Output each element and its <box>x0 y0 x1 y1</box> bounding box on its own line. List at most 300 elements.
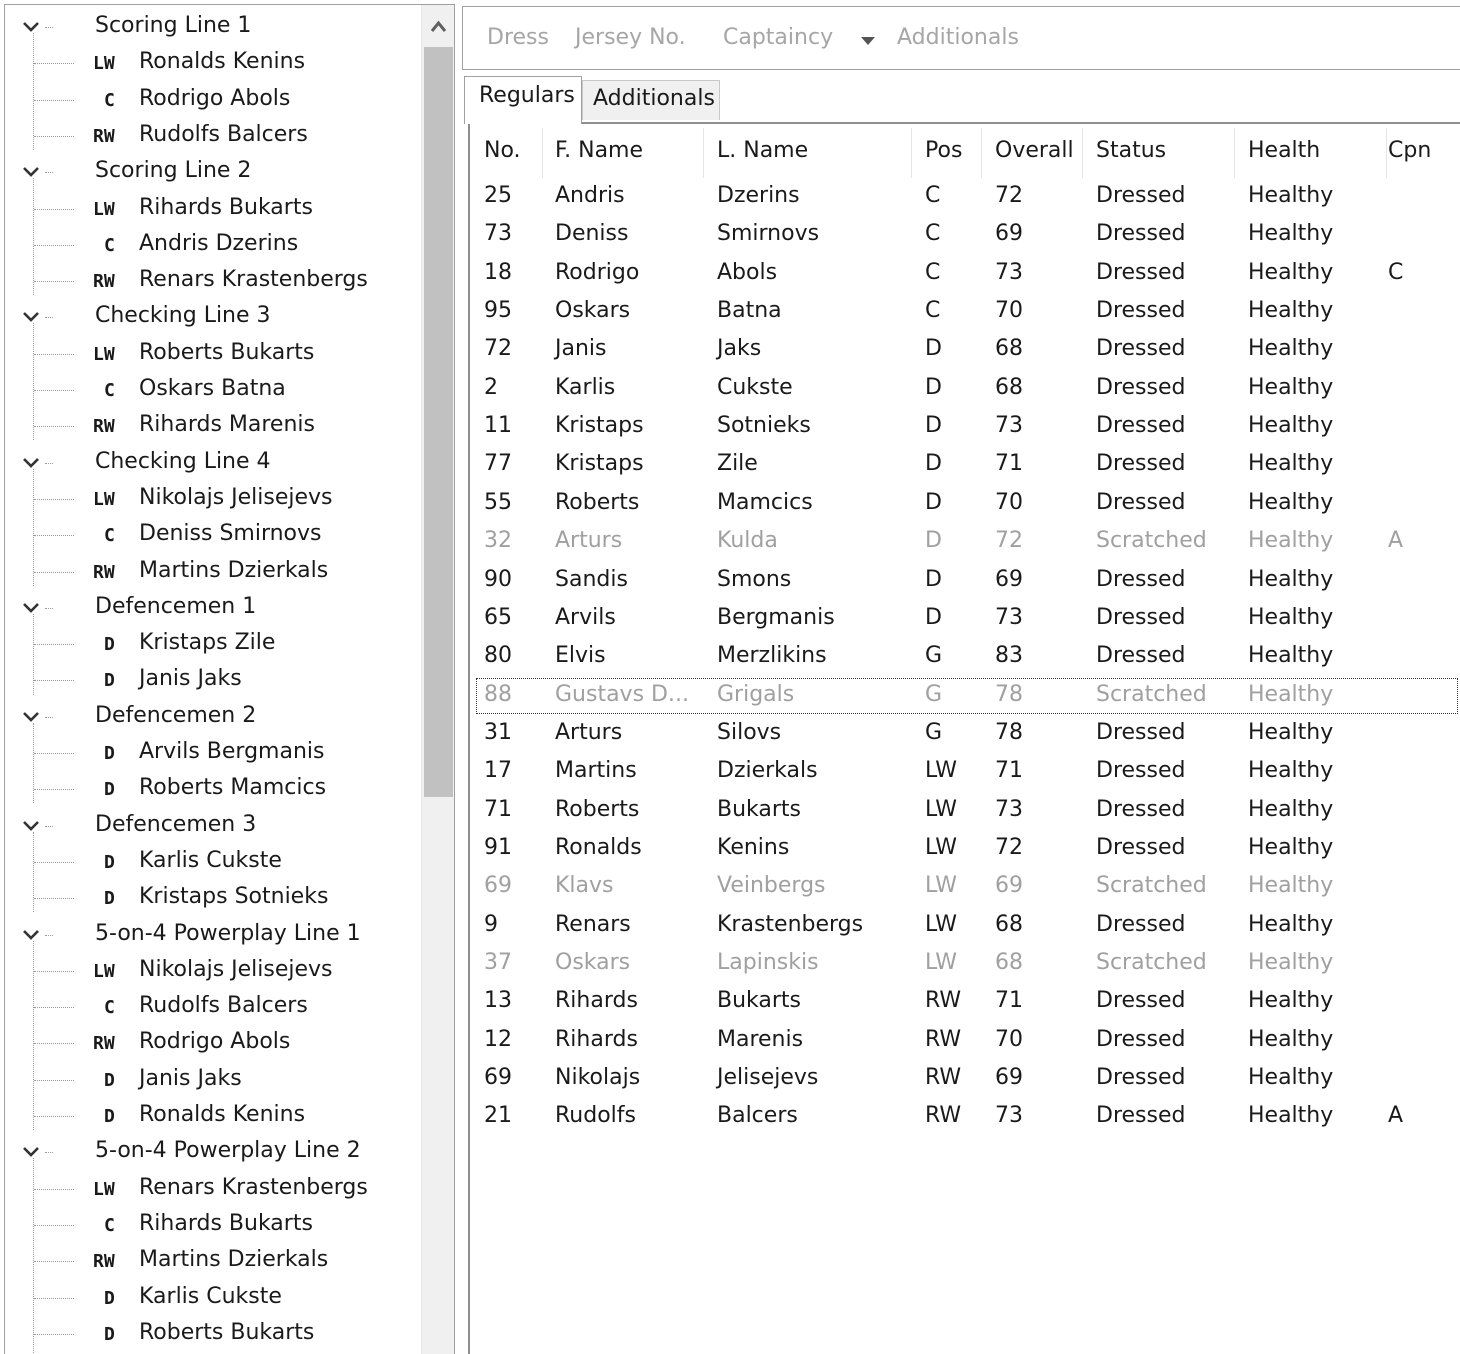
roster-toolbar <box>462 6 1460 70</box>
cell-first: Arvils <box>555 604 616 630</box>
cell-last: Batna <box>717 298 782 324</box>
tree-player[interactable] <box>5 82 423 118</box>
cell-status: Scratched <box>1096 528 1207 554</box>
tree-player-name: Janis Jaks <box>139 666 242 692</box>
tree-player-position: D <box>104 1287 115 1309</box>
cell-no: 18 <box>484 259 512 285</box>
cell-health: Healthy <box>1248 221 1334 247</box>
cell-first: Elvis <box>555 643 606 669</box>
dropdown-caret-icon[interactable] <box>861 37 875 45</box>
tree-player[interactable] <box>5 662 423 698</box>
tree-player[interactable] <box>5 1207 423 1243</box>
cell-no: 71 <box>484 796 512 822</box>
cell-overall: 72 <box>995 183 1023 208</box>
tree-player-position: D <box>104 670 115 692</box>
cell-pos: C <box>925 259 941 285</box>
tree-scrollbar-thumb[interactable] <box>424 47 453 797</box>
chevron-down-icon[interactable] <box>21 307 41 327</box>
tree-player-name: Karlis Cukste <box>139 847 282 873</box>
tree-player-name: Rodrigo Abols <box>139 1029 291 1055</box>
tree-player[interactable] <box>5 1171 423 1207</box>
dress-button[interactable]: Dress <box>487 25 549 50</box>
column-divider[interactable] <box>911 128 912 178</box>
cell-pos: LW <box>925 911 957 937</box>
cell-pos: LW <box>925 834 957 860</box>
cell-pos: D <box>925 413 942 439</box>
cell-overall: 73 <box>995 413 1023 439</box>
tab-additionals[interactable]: Additionals <box>582 80 720 120</box>
cell-status: Scratched <box>1096 681 1207 707</box>
cell-no: 77 <box>484 451 512 477</box>
cell-last: Smirnovs <box>717 221 820 247</box>
tree-player[interactable] <box>5 45 423 81</box>
tree-player-name: Ronalds Kenins <box>139 49 306 75</box>
captaincy-button[interactable]: Captaincy <box>723 25 834 50</box>
tree-player[interactable] <box>5 1243 423 1279</box>
cell-status: Dressed <box>1096 758 1186 784</box>
column-header[interactable]: Health <box>1248 138 1321 163</box>
column-header[interactable]: Status <box>1096 138 1167 163</box>
cell-status: Dressed <box>1096 604 1186 630</box>
cell-status: Dressed <box>1096 221 1186 247</box>
cell-pos: RW <box>925 1026 962 1052</box>
tree-group-label: Scoring Line 2 <box>95 158 252 184</box>
tree-player-position: C <box>104 380 115 401</box>
cell-pos: C <box>925 298 941 324</box>
tree-connector <box>34 1080 74 1081</box>
tree-player-name: Roberts Bukarts <box>139 1319 315 1345</box>
tree-player-name: Ronalds Kenins <box>139 1102 306 1127</box>
cell-no: 88 <box>484 681 512 707</box>
column-divider[interactable] <box>542 128 543 178</box>
cell-overall: 68 <box>995 336 1023 362</box>
cell-last: Bergmanis <box>717 604 835 630</box>
tree-player-name: Nikolajs Jelisejevs <box>139 956 333 982</box>
tree-player-position: LW <box>93 1178 115 1200</box>
cell-status: Dressed <box>1096 796 1186 822</box>
cell-overall: 78 <box>995 719 1023 745</box>
tree-player-name: Oskars Batna <box>139 376 286 401</box>
tree-player[interactable] <box>5 735 423 771</box>
tree-player[interactable] <box>5 626 423 662</box>
cell-no: 73 <box>484 221 512 247</box>
cell-first: Deniss <box>555 221 629 247</box>
cell-first: Kristaps <box>555 413 644 439</box>
cell-no: 32 <box>484 528 512 554</box>
cell-status: Dressed <box>1096 489 1186 515</box>
tree-player-position: RW <box>93 416 115 438</box>
tree-group[interactable] <box>5 917 423 953</box>
cell-overall: 78 <box>995 681 1023 707</box>
cell-health: Healthy <box>1248 1026 1334 1052</box>
tree-connector <box>45 172 53 173</box>
additionals-button[interactable]: Additionals <box>897 25 1019 50</box>
tree-player[interactable] <box>5 1316 423 1352</box>
cell-first: Janis <box>555 336 607 362</box>
cell-first: Arturs <box>555 719 623 745</box>
cell-health: Healthy <box>1248 374 1334 400</box>
cell-last: Smons <box>717 566 792 592</box>
cell-last: Dzierkals <box>717 758 818 784</box>
cell-overall: 68 <box>995 374 1023 400</box>
tree-player[interactable] <box>5 880 423 916</box>
cell-last: Lapinskis <box>717 950 819 975</box>
tree-player-position: RW <box>93 1251 115 1273</box>
cell-status: Dressed <box>1096 566 1186 592</box>
column-header[interactable]: Overall <box>995 138 1074 163</box>
tree-connector <box>33 723 34 804</box>
tree-group[interactable] <box>5 699 423 735</box>
cell-health: Healthy <box>1248 604 1334 630</box>
cell-first: Martins <box>555 758 637 784</box>
tree-group[interactable] <box>5 299 423 335</box>
cell-overall: 73 <box>995 796 1023 822</box>
cell-last: Grigals <box>717 681 795 707</box>
tree-player-name: Roberts Bukarts <box>139 339 315 365</box>
tree-player[interactable] <box>5 771 423 807</box>
cell-status: Dressed <box>1096 413 1186 439</box>
tree-player[interactable] <box>5 408 423 444</box>
chevron-down-icon[interactable] <box>21 925 41 945</box>
cell-no: 11 <box>484 413 512 439</box>
cell-last: Krastenbergs <box>717 911 864 937</box>
roster-panel <box>460 4 1460 1354</box>
tree-connector <box>34 572 74 573</box>
cell-status: Dressed <box>1096 988 1186 1014</box>
tree-player[interactable] <box>5 517 423 553</box>
tree-player-position: C <box>104 997 115 1019</box>
tree-player[interactable] <box>5 989 423 1025</box>
column-divider[interactable] <box>703 128 704 178</box>
chevron-down-icon[interactable] <box>21 707 41 727</box>
cell-no: 95 <box>484 298 512 324</box>
cell-pos: D <box>925 451 942 477</box>
cell-pos: C <box>925 183 941 208</box>
tree-connector <box>34 898 74 899</box>
cell-health: Healthy <box>1248 758 1334 784</box>
cell-pos: G <box>925 681 943 707</box>
tree-connector <box>34 390 74 391</box>
tree-player-position: LW <box>93 960 115 982</box>
tree-connector <box>34 1298 74 1299</box>
column-divider[interactable] <box>1234 128 1235 178</box>
cell-first: Nikolajs <box>555 1065 641 1091</box>
cell-health: Healthy <box>1248 1065 1334 1091</box>
cell-status: Dressed <box>1096 643 1186 669</box>
tree-connector <box>45 717 53 718</box>
cell-no: 13 <box>484 988 512 1014</box>
tree-connector <box>45 935 53 936</box>
cell-status: Scratched <box>1096 873 1207 899</box>
cell-no: 31 <box>484 719 512 745</box>
column-header[interactable]: Cpn <box>1388 138 1432 163</box>
tree-group-label: 5-on-4 Powerplay Line 1 <box>95 920 361 946</box>
tree-connector <box>33 941 34 1131</box>
cell-status: Dressed <box>1096 911 1186 937</box>
cell-status: Dressed <box>1096 374 1186 400</box>
cell-first: Renars <box>555 911 631 937</box>
cell-overall: 70 <box>995 298 1023 324</box>
cell-overall: 72 <box>995 834 1023 860</box>
tree-player[interactable] <box>5 481 423 517</box>
tree-player-name: Karlis Cukste <box>139 1283 282 1309</box>
tree-connector <box>45 27 53 28</box>
cell-health: Healthy <box>1248 566 1334 592</box>
tree-player-position: D <box>104 1106 115 1127</box>
cell-overall: 69 <box>995 221 1023 247</box>
tree-player-position: RW <box>93 561 115 583</box>
tree-connector <box>34 753 74 754</box>
cell-pos: LW <box>925 873 957 899</box>
tree-group[interactable] <box>5 445 423 481</box>
tree-player-name: Martins Dzierkals <box>139 557 329 583</box>
tree-connector <box>34 644 74 645</box>
cell-last: Abols <box>717 259 778 285</box>
tree-connector <box>33 1158 34 1354</box>
cell-no: 25 <box>484 183 512 208</box>
cell-overall: 69 <box>995 566 1023 592</box>
tree-player-position: D <box>104 634 115 656</box>
column-divider[interactable] <box>1386 128 1387 178</box>
cell-overall: 70 <box>995 489 1023 515</box>
column-header[interactable]: No. <box>484 138 521 163</box>
cell-pos: LW <box>925 758 957 784</box>
tree-player-name: Rudolfs Balcers <box>139 121 308 147</box>
tree-player-name: Rihards Bukarts <box>139 194 313 220</box>
tree-player-name: Renars Krastenbergs <box>139 1174 368 1200</box>
cell-overall: 72 <box>995 528 1023 554</box>
cell-first: Andris <box>555 183 625 208</box>
cell-cpn: A <box>1388 1103 1404 1129</box>
tree-player-position: LW <box>93 198 115 220</box>
cell-status: Dressed <box>1096 298 1186 324</box>
tree-connector <box>33 469 34 586</box>
tree-player-position: RW <box>93 271 115 293</box>
cell-last: Jelisejevs <box>717 1065 819 1091</box>
tree-group-label: 5-on-4 Powerplay Line 2 <box>95 1138 361 1164</box>
cell-overall: 68 <box>995 911 1023 937</box>
tree-connector <box>45 608 53 609</box>
cell-pos: D <box>925 489 942 515</box>
tree-player[interactable] <box>5 844 423 880</box>
tree-player[interactable] <box>5 263 423 299</box>
chevron-down-icon[interactable] <box>21 1142 41 1162</box>
column-divider[interactable] <box>981 128 982 178</box>
tree-connector <box>34 1007 74 1008</box>
tree-connector <box>33 323 34 440</box>
cell-overall: 71 <box>995 758 1023 784</box>
tree-connector <box>34 426 74 427</box>
tree-player-position: D <box>104 743 115 764</box>
cell-overall: 69 <box>995 1065 1023 1091</box>
cell-first: Kristaps <box>555 451 644 477</box>
tree-player[interactable] <box>5 554 423 590</box>
cell-last: Bukarts <box>717 796 802 822</box>
lines-tree-panel[interactable] <box>4 4 455 1354</box>
tree-group[interactable] <box>5 154 423 190</box>
cell-health: Healthy <box>1248 950 1334 975</box>
tree-connector <box>34 63 74 64</box>
tree-connector <box>45 826 53 827</box>
tree-player-position: D <box>104 779 115 801</box>
cell-cpn: C <box>1388 259 1404 285</box>
cell-no: 69 <box>484 873 512 899</box>
tree-player-name: Rihards Marenis <box>139 412 315 438</box>
tree-group[interactable] <box>5 808 423 844</box>
cell-overall: 73 <box>995 1103 1023 1129</box>
cell-status: Dressed <box>1096 719 1186 745</box>
cell-last: Veinbergs <box>717 873 826 899</box>
cell-overall: 69 <box>995 873 1023 899</box>
column-header[interactable]: L. Name <box>717 138 809 163</box>
cell-health: Healthy <box>1248 834 1334 860</box>
tree-player-position: D <box>104 851 115 873</box>
cell-pos: G <box>925 643 943 669</box>
column-header[interactable]: F. Name <box>555 138 644 163</box>
cell-no: 12 <box>484 1026 512 1052</box>
cell-first: Karlis <box>555 374 616 400</box>
cell-pos: G <box>925 719 943 745</box>
tree-player-position: RW <box>93 125 115 147</box>
tree-connector <box>34 1225 74 1226</box>
tree-player[interactable] <box>5 118 423 154</box>
cell-no: 37 <box>484 950 512 975</box>
tree-player-name: Rihards Bukarts <box>139 1210 313 1236</box>
tree-connector <box>33 178 34 295</box>
tree-connector <box>34 245 74 246</box>
cell-no: 65 <box>484 604 512 630</box>
tree-player[interactable] <box>5 372 423 408</box>
cell-last: Dzerins <box>717 183 800 208</box>
cell-first: Rihards <box>555 1026 638 1052</box>
cell-health: Healthy <box>1248 336 1334 362</box>
tree-player-name: Roberts Mamcics <box>139 775 327 801</box>
cell-no: 9 <box>484 911 498 937</box>
tree-player[interactable] <box>5 953 423 989</box>
cell-first: Rudolfs <box>555 1103 636 1129</box>
tree-player[interactable] <box>5 1025 423 1061</box>
cell-pos: LW <box>925 950 957 975</box>
cell-no: 80 <box>484 643 512 669</box>
scroll-up-arrow-icon[interactable] <box>422 5 455 45</box>
cell-health: Healthy <box>1248 719 1334 745</box>
cell-status: Dressed <box>1096 1065 1186 1091</box>
cell-first: Oskars <box>555 950 631 975</box>
cell-status: Dressed <box>1096 834 1186 860</box>
cell-status: Dressed <box>1096 451 1186 477</box>
cell-last: Mamcics <box>717 489 813 515</box>
cell-pos: RW <box>925 1065 962 1091</box>
tree-player-position: D <box>104 888 115 910</box>
cell-health: Healthy <box>1248 796 1334 822</box>
roster-grid[interactable] <box>468 122 1460 1354</box>
tree-player[interactable] <box>5 1062 423 1098</box>
cell-overall: 71 <box>995 988 1023 1014</box>
tree-connector <box>33 832 34 913</box>
cell-last: Silovs <box>717 719 782 745</box>
tree-connector <box>33 33 34 150</box>
cell-last: Jaks <box>717 336 762 362</box>
tree-connector <box>34 1116 74 1117</box>
cell-overall: 73 <box>995 259 1023 285</box>
cell-pos: D <box>925 528 942 554</box>
tree-player-position: D <box>104 1323 115 1345</box>
tree-player-position: C <box>104 234 115 256</box>
tree-player-name: Renars Krastenbergs <box>139 267 368 293</box>
cell-last: Merzlikins <box>717 643 827 669</box>
cell-first: Oskars <box>555 298 631 324</box>
tree-group-label: Defencemen 1 <box>95 593 257 619</box>
cell-no: 55 <box>484 489 512 515</box>
chevron-down-icon[interactable] <box>21 598 41 618</box>
jersey-number-button[interactable]: Jersey No. <box>575 25 686 50</box>
tree-player[interactable] <box>5 336 423 372</box>
column-divider[interactable] <box>1082 128 1083 178</box>
chevron-down-icon[interactable] <box>21 17 41 37</box>
cell-health: Healthy <box>1248 259 1334 285</box>
tree-player-position: LW <box>93 53 115 75</box>
cell-last: Balcers <box>717 1103 798 1129</box>
tree-connector <box>45 463 53 464</box>
tree-connector <box>34 862 74 863</box>
tree-group-label: Defencemen 2 <box>95 702 257 728</box>
cell-health: Healthy <box>1248 988 1334 1014</box>
chevron-down-icon[interactable] <box>21 816 41 836</box>
chevron-down-icon[interactable] <box>21 162 41 182</box>
tree-scrollbar[interactable] <box>421 5 454 1354</box>
cell-no: 69 <box>484 1065 512 1091</box>
cell-no: 90 <box>484 566 512 592</box>
tree-player[interactable] <box>5 191 423 227</box>
tree-connector <box>34 1189 74 1190</box>
column-header[interactable]: Pos <box>925 138 963 163</box>
cell-pos: D <box>925 604 942 630</box>
tree-group[interactable] <box>5 1134 423 1170</box>
cell-overall: 70 <box>995 1026 1023 1052</box>
cell-first: Sandis <box>555 566 628 592</box>
chevron-down-icon[interactable] <box>21 453 41 473</box>
tree-connector <box>34 1261 74 1262</box>
cell-last: Sotnieks <box>717 413 811 439</box>
tree-player-position: C <box>104 1214 115 1236</box>
cell-first: Rodrigo <box>555 259 640 285</box>
tree-group[interactable] <box>5 590 423 626</box>
cell-last: Kenins <box>717 834 790 860</box>
cell-pos: D <box>925 336 942 362</box>
tree-connector <box>34 971 74 972</box>
cell-status: Dressed <box>1096 1026 1186 1052</box>
tree-connector <box>34 100 74 101</box>
tree-player[interactable] <box>5 1098 423 1134</box>
cell-last: Bukarts <box>717 988 802 1014</box>
tab-regulars[interactable]: Regulars <box>464 76 582 124</box>
cell-no: 91 <box>484 834 512 860</box>
tree-group[interactable] <box>5 9 423 45</box>
cell-no: 17 <box>484 758 512 784</box>
tree-connector <box>45 1152 53 1153</box>
tree-player[interactable] <box>5 1280 423 1316</box>
cell-health: Healthy <box>1248 528 1334 554</box>
tree-player[interactable] <box>5 227 423 263</box>
cell-pos: LW <box>925 796 957 822</box>
tree-connector <box>34 136 74 137</box>
cell-health: Healthy <box>1248 911 1334 937</box>
cell-overall: 68 <box>995 950 1023 975</box>
tree-group-label: Checking Line 4 <box>95 448 271 474</box>
tree-connector <box>34 281 74 282</box>
cell-last: Marenis <box>717 1026 804 1052</box>
cell-first: Ronalds <box>555 834 642 860</box>
